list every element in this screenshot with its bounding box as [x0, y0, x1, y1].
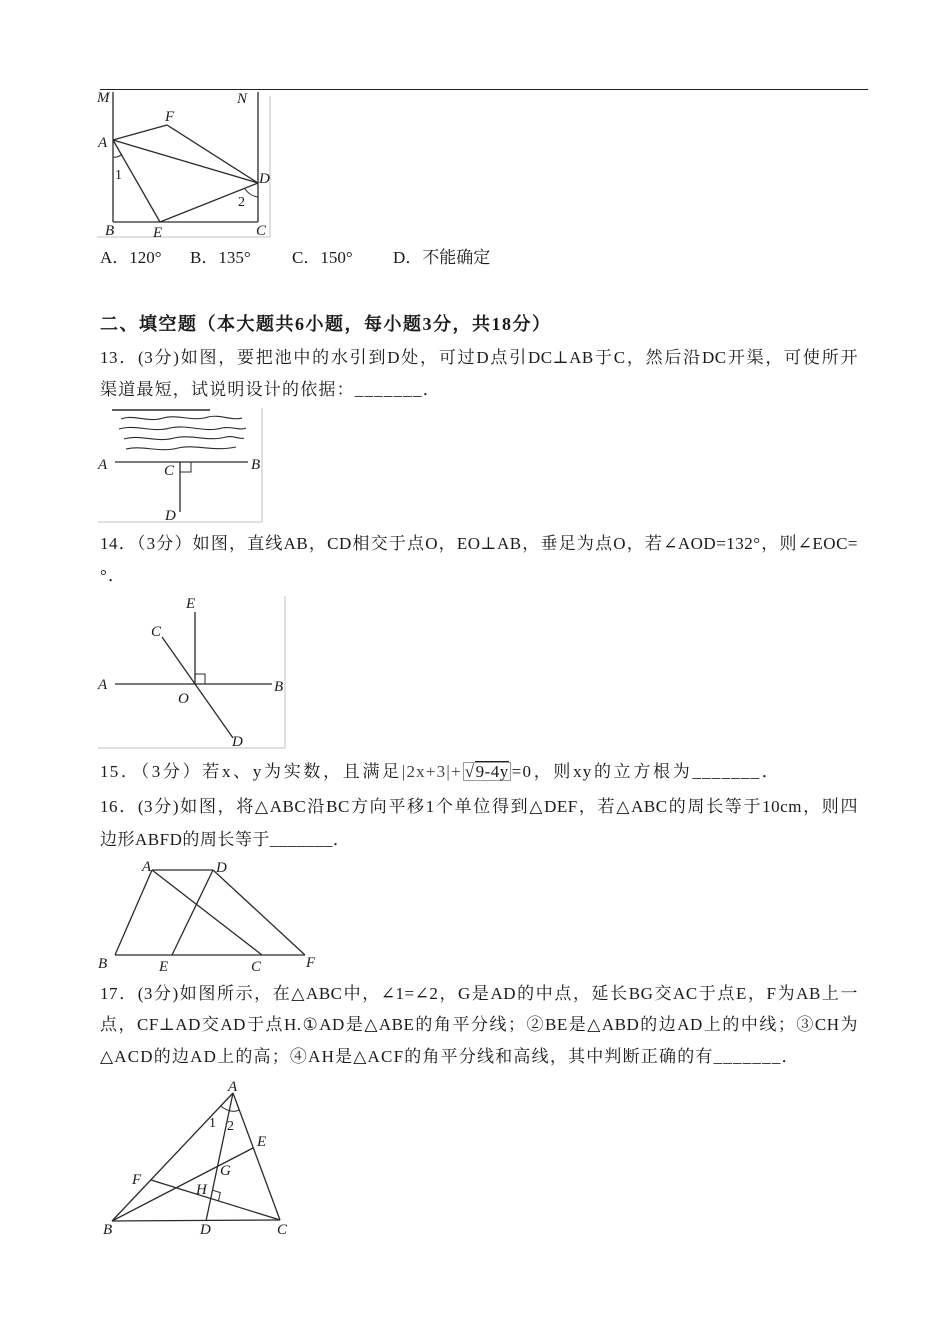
segment-ad [113, 140, 258, 183]
q13-line-1: 13．(3分)如图，要把池中的水引到D处，可过D点引DC⊥AB于C，然后沿DC开渠，可使所开 [100, 348, 858, 367]
label-d: D [165, 508, 176, 524]
q14-line-2: °． [100, 566, 127, 585]
label-e: E [153, 225, 163, 241]
q17-line-1: 17．(3分)如图所示，在△ABC中，∠1=∠2，G是AD的中点，延长BG交AC于点E，F为AB上一 [100, 984, 858, 1003]
angle-2-arc [245, 189, 258, 197]
label-d: D [200, 1222, 211, 1238]
water-wave-1 [121, 416, 242, 419]
water-wave-4 [126, 447, 236, 450]
label-b: B [105, 223, 115, 239]
label-b: B [251, 457, 261, 473]
line-cd [162, 637, 233, 738]
q16-line-2: 边形ABFD的周长等于_______． [100, 830, 351, 849]
label-angle-2: 2 [238, 195, 245, 210]
q12-choice-a: A．120° [100, 248, 162, 267]
segment-cf [151, 1180, 280, 1220]
right-angle-mark [180, 462, 191, 472]
label-a: A [98, 677, 108, 693]
q12-figure [96, 86, 274, 240]
q14-figure [96, 592, 288, 750]
q15-line [100, 762, 780, 782]
label-f: F [132, 1172, 142, 1188]
label-c: C [277, 1222, 288, 1238]
label-c: C [164, 463, 175, 479]
q15-absolute-term: |2x+3|+ [401, 762, 462, 781]
q13-line-2: 渠道最短，试说明设计的依据：_______． [100, 380, 441, 399]
q12-choice-c: C．150° [292, 248, 353, 267]
label-g: G [220, 1163, 231, 1179]
label-a: A [98, 135, 108, 151]
label-angle-2: 2 [227, 1119, 234, 1134]
q12-choice-d: D．不能确定 [393, 248, 491, 267]
label-b: B [103, 1222, 113, 1238]
q15-suffix: =0，则xy的立方根为_______． [511, 762, 780, 781]
label-n: N [237, 91, 248, 107]
label-o: O [178, 691, 189, 707]
label-b: B [98, 956, 108, 972]
q12-choice-b: B．135° [190, 248, 251, 267]
label-a: A [142, 859, 152, 875]
segment-bc [112, 1220, 280, 1221]
label-d: D [259, 171, 270, 187]
label-c: C [256, 223, 267, 239]
q17-line-2: 点，CF⊥AD交AD于点H.①AD是△ABE的角平分线；②BE是△ABD的边AD上的中线；③CH为 [100, 1015, 858, 1034]
label-e: E [186, 596, 196, 612]
label-h: H [196, 1182, 207, 1198]
segment-ac [233, 1093, 280, 1220]
radical-sign: √ [464, 762, 475, 781]
q17-line-3: △ACD的边AD上的高；④AH是△ACF的角平分线和高线，其中判断正确的有_______． [100, 1047, 800, 1066]
label-a: A [228, 1079, 238, 1095]
segment-ab [115, 870, 152, 955]
label-e: E [159, 959, 169, 975]
q15-radical [463, 762, 511, 781]
q16-line-1: 16．(3分)如图，将△ABC沿BC方向平移1个单位得到△DEF，若△ABC的周长等于10cm，则四 [100, 797, 858, 816]
label-angle-1: 1 [209, 1116, 216, 1131]
q16-figure [96, 856, 322, 974]
radicand: 9-4y [475, 762, 509, 781]
label-b: B [274, 679, 284, 695]
label-d: D [232, 734, 243, 750]
water-wave-2 [119, 427, 246, 430]
label-m: M [97, 90, 110, 106]
label-d: D [216, 860, 227, 876]
label-a: A [98, 457, 108, 473]
q15-prefix: 15．（3分）若x、y为实数，且满足 [100, 762, 402, 781]
label-f: F [306, 955, 316, 971]
label-c: C [251, 959, 262, 975]
section-heading: 二、填空题（本大题共6小题，每小题3分，共18分） [100, 314, 552, 334]
label-angle-1: 1 [115, 168, 122, 183]
water-wave-3 [124, 437, 244, 440]
label-c: C [151, 624, 162, 640]
label-f: F [165, 109, 175, 125]
q17-figure [96, 1076, 294, 1240]
segment-df [213, 870, 305, 955]
segment-fd [167, 125, 258, 183]
q14-line-1: 14．（3分）如图，直线AB，CD相交于点O，EO⊥AB，垂足为点O，若∠AOD=132°，则∠EOC= [100, 534, 858, 553]
segment-af [113, 125, 167, 140]
q13-figure [96, 405, 266, 525]
right-angle-mark [195, 674, 205, 684]
label-e: E [257, 1134, 267, 1150]
segment-ab [112, 1093, 233, 1221]
